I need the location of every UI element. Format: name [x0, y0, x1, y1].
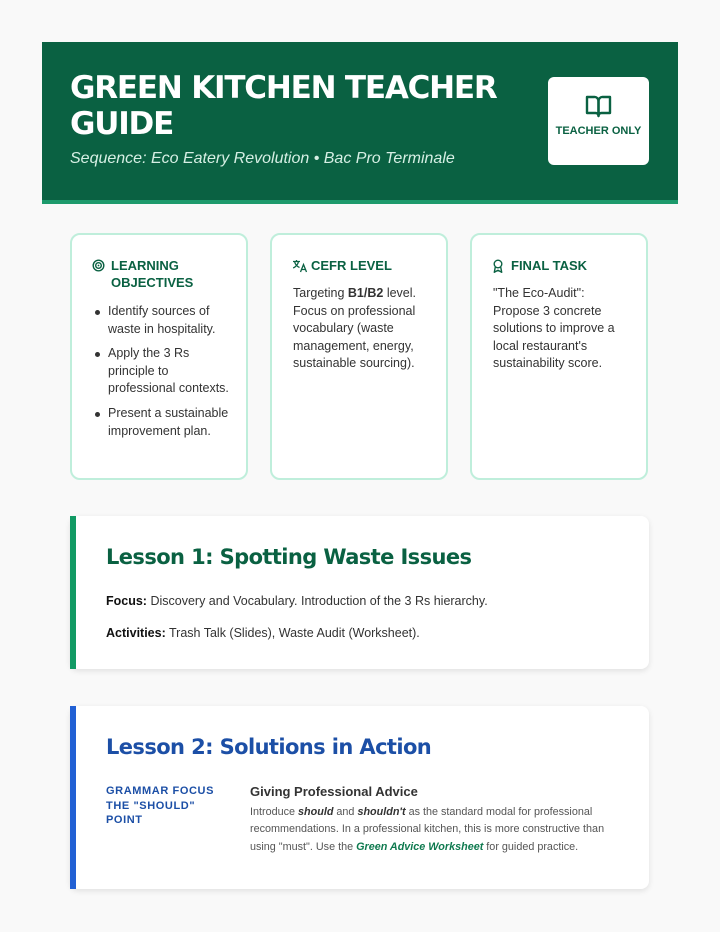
lesson-2-section	[70, 706, 649, 889]
lesson-activities: Activities: Trash Talk (Slides), Waste Audit (Worksheet).	[106, 626, 420, 640]
lesson-title: Lesson 1: Spotting Waste Issues	[106, 545, 472, 569]
badge-label: TEACHER ONLY	[555, 125, 642, 137]
objectives-list	[93, 303, 233, 447]
cefr-target-level: B1/B2	[347, 286, 384, 300]
cefr-description: Targeting B1/B2 level. Focus on professional vocabulary (waste management, energy, sustainable sourcing).	[293, 286, 416, 371]
award-icon	[492, 259, 504, 273]
learning-objectives-card	[70, 233, 248, 480]
lesson-focus: Focus: Discovery and Vocabulary. Introduction of the 3 Rs hierarchy.	[106, 594, 488, 608]
page-title: GREEN KITCHEN TEACHER GUIDE	[70, 70, 497, 142]
card-title: CEFR LEVEL	[311, 258, 392, 273]
green-advice-worksheet-link[interactable]: Green Advice Worksheet	[356, 840, 484, 853]
final-task-card	[470, 233, 648, 480]
cefr-level-card	[270, 233, 448, 480]
advice-heading: Giving Professional Advice	[250, 784, 418, 799]
advice-text: Introduce should and shouldn't as the standard modal for professional recommendations. In a professional kitchen, this is more constructive than using "must". Use the Green Advice Worksheet for guided practice.	[250, 806, 605, 853]
lesson-accent-bar	[70, 516, 76, 669]
card-title: LEARNING OBJECTIVES	[111, 258, 194, 290]
card-title: FINAL TASK	[511, 258, 588, 273]
target-icon	[92, 259, 105, 272]
teacher-only-badge	[548, 77, 649, 165]
lesson-accent-bar	[70, 706, 76, 889]
list-item: Apply the 3 Rs principle to professional contexts.	[93, 345, 233, 398]
list-item: Identify sources of waste in hospitality.	[93, 303, 233, 338]
grammar-focus-label: GRAMMAR FOCUS THE "SHOULD" POINT	[106, 785, 215, 826]
page-subtitle: Sequence: Eco Eatery Revolution • Bac Pro Terminale	[70, 150, 455, 167]
lesson-1-section	[70, 516, 649, 669]
guide-header	[42, 42, 678, 204]
translate-icon	[292, 259, 308, 273]
list-item: Present a sustainable improvement plan.	[93, 405, 233, 440]
lesson-title: Lesson 2: Solutions in Action	[106, 735, 432, 759]
final-task-description: "The Eco-Audit": Propose 3 concrete solutions to improve a local restaurant's sustainability score.	[493, 286, 615, 371]
book-icon	[585, 94, 612, 118]
